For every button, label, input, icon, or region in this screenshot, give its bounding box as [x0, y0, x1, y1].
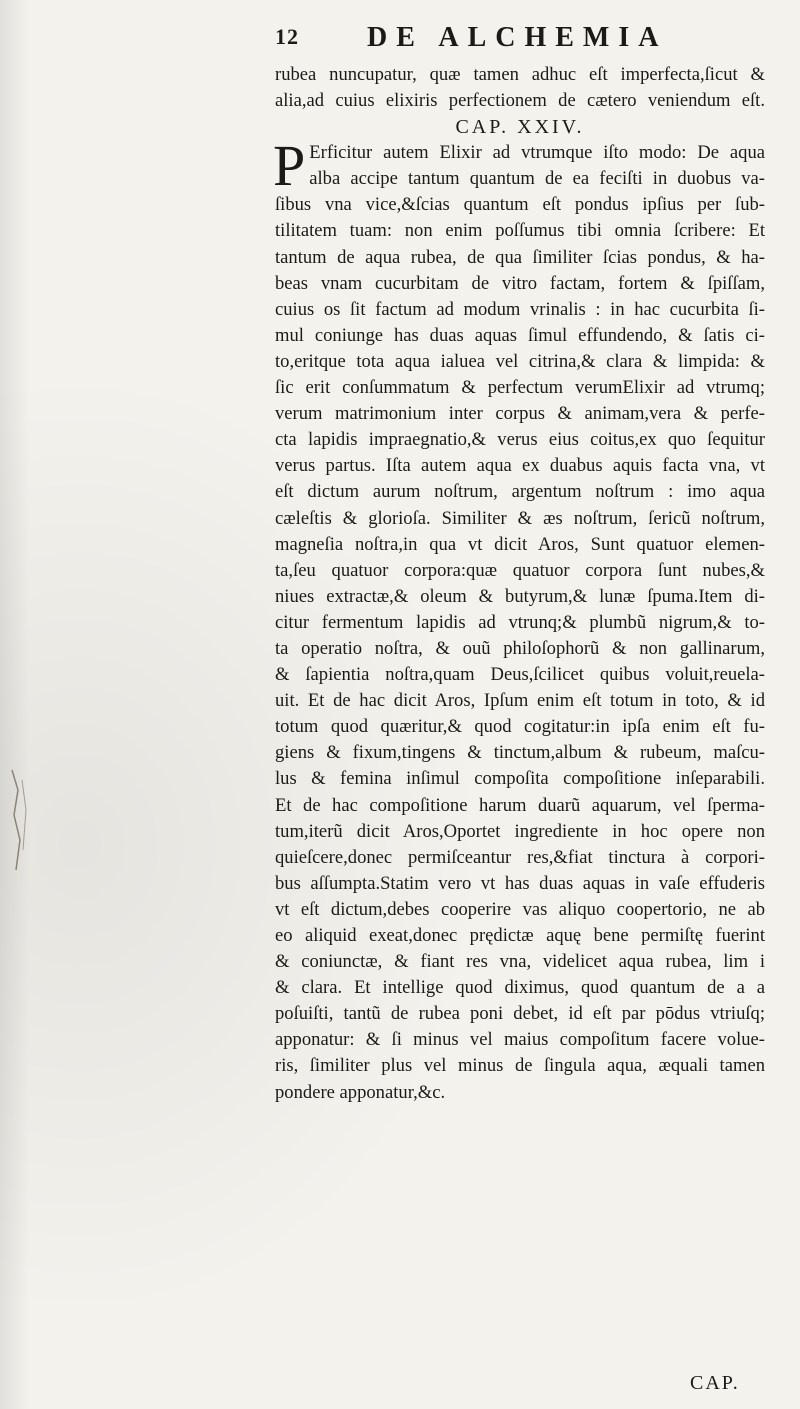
running-head: DE ALCHEMIA	[367, 22, 668, 53]
text-line: tilitatem tuam: non enim poſſumus tibi omnia ſcribere: Et	[275, 220, 765, 242]
text-block	[275, 62, 765, 1106]
text-line: giens & fixum,tingens & tinctum,album & rubeum, maſcu-	[275, 742, 765, 764]
text-line: ta,ſeu quatuor corpora:quæ quatuor corpora ſunt nubes,&	[275, 559, 765, 581]
text-line: verus partus. Iſta autem aqua ex duabus aquis facta vna, vt	[275, 455, 765, 477]
text-line: cuius os ſit factum ad modum vrinalis : in hac cucurbita ſi-	[275, 298, 765, 320]
text-line: cta lapidis impraegnatio,& verus eius coitus,ex quo ſequitur	[275, 429, 765, 451]
text-line: Erficitur autem Elixir ad vtrumque iſto modo: De aqua	[309, 142, 765, 164]
text-line: lus & femina inſimul compoſita compoſitione inſeparabili.	[275, 768, 765, 790]
text-line: alba accipe tantum quantum de ea feciſti in duobus va-	[309, 168, 765, 190]
text-line: alia,ad cuius elixiris perfectionem de cætero veniendum eſt.	[275, 90, 765, 112]
text-line: ſic erit conſummatum & perfectum verumElixir ad vtrumq;	[275, 377, 765, 399]
text-line: rubea nuncupatur, quæ tamen adhuc eſt imperfecta,ſicut &	[275, 64, 765, 85]
text-line: & coniunctæ, & fiant res vna, videlicet aqua rubea, lim i	[275, 951, 765, 973]
text-line: ſibus vna vice,&ſcias quantum eſt pondus ipſius per ſub-	[275, 194, 765, 216]
text-line: tum,iterũ dicit Aros,Oportet ingrediente in hoc opere non	[275, 820, 765, 842]
text-line: tantum de aqua rubea, de qua ſimiliter ſcias pondus, & ha-	[275, 246, 765, 268]
catchword: CAP.	[690, 1372, 740, 1394]
text-line: vt eſt dictum,debes cooperire vas aliquo coopertorio, ne ab	[275, 898, 765, 920]
chapter-heading: CAP. XXIV.	[455, 116, 585, 139]
text-line: eo aliquid exeat,donec prędictæ aquę bene permiſtę fuerint	[275, 925, 765, 946]
text-line: & clara. Et intellige quod diximus, quod quantum de a a	[275, 977, 765, 999]
text-line: mul coniunge has duas aquas ſimul effundendo, & ſatis ci-	[275, 324, 765, 346]
text-line: magneſia noſtra,in qua vt dicit Aros, Sunt quatuor elemen-	[275, 533, 765, 555]
text-line: citur fermentum lapidis ad vtrunq;& plumbũ nigrum,& to-	[275, 611, 765, 633]
text-line: quieſcere,donec permiſceantur res,&fiat tinctura à corpori-	[275, 846, 765, 868]
text-line: ta operatio noſtra, & ouũ philoſophorũ & non gallinarum,	[275, 637, 765, 659]
text-line: beas vnam cucurbitam de vitro factam, fortem & ſpiſſam,	[275, 272, 765, 294]
text-line: apponatur: & ſi minus vel maius compoſitum facere volue-	[275, 1029, 765, 1051]
text-line: totum quod quæritur,& quod cogitatur:in ipſa enim eſt fu-	[275, 716, 765, 738]
text-line: Et de hac compoſitione harum duarũ aquarum, vel ſperma-	[275, 794, 765, 816]
drop-cap: P	[273, 133, 306, 199]
text-line: to,eritque tota aqua ialuea vel citrina,& clara & limpida: &	[275, 350, 765, 372]
text-line: ris, ſimiliter plus vel minus de ſingula aqua, æquali tamen	[275, 1055, 765, 1077]
text-line: verum matrimonium inter corpus & animam,vera & perfe-	[275, 403, 765, 425]
text-line: uit. Et de hac dicit Aros, Ipſum enim eſt totum in toto, & id	[275, 690, 765, 712]
text-line: pondere apponatur,&c.	[275, 1081, 446, 1103]
text-line: & ſapientia noſtra,quam Deus,ſcilicet quibus voluit,reuela-	[275, 664, 765, 686]
text-line: eſt dictum aurum noſtrum, argentum noſtrum : imo aqua	[275, 481, 765, 503]
text-line: poſuiſti, tantũ de rubea poni debet, id eſt par pōdus vtriuſq;	[275, 1003, 765, 1025]
text-line: bus aſſumpta.Statim vero vt has duas aquas in vaſe effuderis	[275, 872, 765, 894]
text-line: cæleſtis & glorioſa. Similiter & æs noſtrum, ſericũ noſtrum,	[275, 507, 765, 529]
page-number: 12	[275, 24, 299, 49]
text-line: niues extractæ,& oleum & butyrum,& lunæ ſpuma.Item di-	[275, 585, 765, 607]
page-header	[275, 22, 755, 62]
margin-ink-mark	[8, 760, 34, 880]
